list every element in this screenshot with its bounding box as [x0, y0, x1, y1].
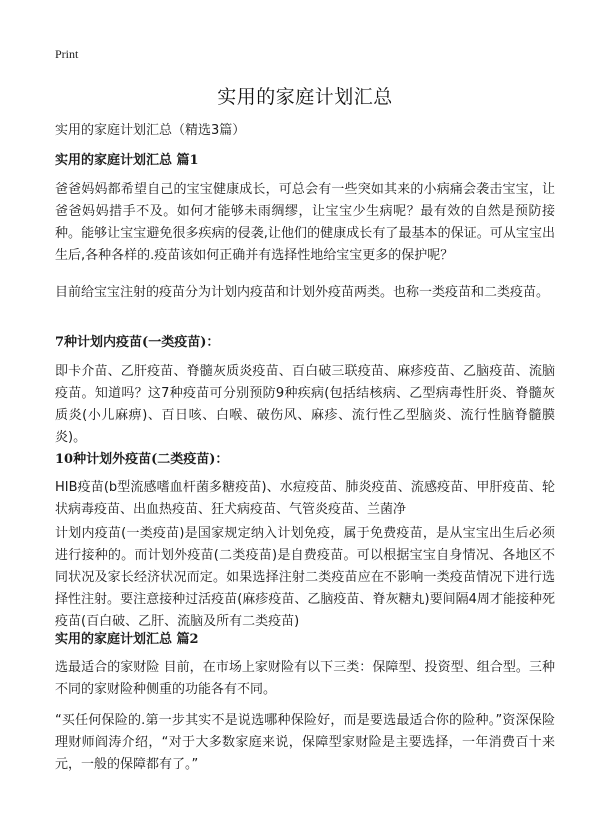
section-2-heading: 实用的家庭计划汇总 篇2: [55, 632, 199, 647]
section-1-closing-paragraph: 计划内疫苗(一类疫苗)是国家规定纳入计划免疫，属于免费疫苗，是从宝宝出生后必须进行接种的。而计划外疫苗(二类疫苗)是自费疫苗。可以根据宝宝自身情况、各地区不同状况及家长经济状况而定。如果选择注射二类疫苗应在不影响一类疫苗情况下进行选择性注射。要注意接种过活疫苗(麻疹疫苗、乙脑疫苗、脊灰糖丸)要间隔4周才能接种死疫苗(百白破、乙肝、流脑及所有二类疫苗): [55, 526, 555, 629]
planned-vaccines-paragraph: 即卡介苗、乙肝疫苗、脊髓灰质炎疫苗、百白破三联疫苗、麻疹疫苗、乙脑疫苗、流脑疫苗。知道吗？这7种疫苗可分别预防9种疾病(包括结核病、乙型病毒性肝炎、脊髓灰质炎(小儿麻痹)、百日咳、白喉、破伤风、麻疹、流行性乙型脑炎、流行性脑脊髓膜炎)。: [55, 364, 555, 445]
section-2-paragraph-1: 选最适合的家财险 目前，在市场上家财险有以下三类：保障型、投资型、组合型。三种不同的家财险种侧重的功能各有不同。: [55, 660, 555, 697]
section-2-paragraph-2: “买任何保险的.第一步其实不是说选哪种保险好，而是要选最适合你的险种。”资深保险理财师阎涛介绍，“对于大多数家庭来说，保障型家财险是主要选择，一年消费百十来元，一般的保障都有了。”: [55, 713, 555, 772]
page-title: 实用的家庭计划汇总: [217, 86, 393, 108]
unplanned-vaccines-paragraph: HIB疫苗(b型流感嗜血杆菌多糖疫苗)、水痘疫苗、肺炎疫苗、流感疫苗、甲肝疫苗、轮状病毒疫苗、出血热疫苗、狂犬病疫苗、气管炎疫苗、兰菌净: [55, 480, 555, 517]
unplanned-vaccines-heading: 10种计划外疫苗(二类疫苗)：: [55, 452, 229, 467]
section-1-paragraph-2: 目前给宝宝注射的疫苗分为计划内疫苗和计划外疫苗两类。也称一类疫苗和二类疫苗。: [55, 285, 550, 300]
planned-vaccines-heading: 7种计划内疫苗(一类疫苗)：: [55, 335, 220, 350]
document-subtitle: 实用的家庭计划汇总（精选3篇）: [55, 123, 246, 138]
section-1-paragraph-1: 爸爸妈妈都希望自己的宝宝健康成长，可总会有一些突如其来的小病痛会袭击宝宝，让爸爸妈妈措手不及。如何才能够未雨绸缪，让宝宝少生病呢？最有效的自然是预防接种。能够让宝宝避免很多疾病的侵袭,让他们的健康成长有了最基本的保证。可从宝宝出生后,各种各样的.疫苗该如何正确并有选择性地给宝宝更多的保护呢？: [55, 182, 555, 263]
section-1-heading: 实用的家庭计划汇总 篇1: [55, 153, 199, 168]
print-label: Print: [55, 47, 79, 61]
